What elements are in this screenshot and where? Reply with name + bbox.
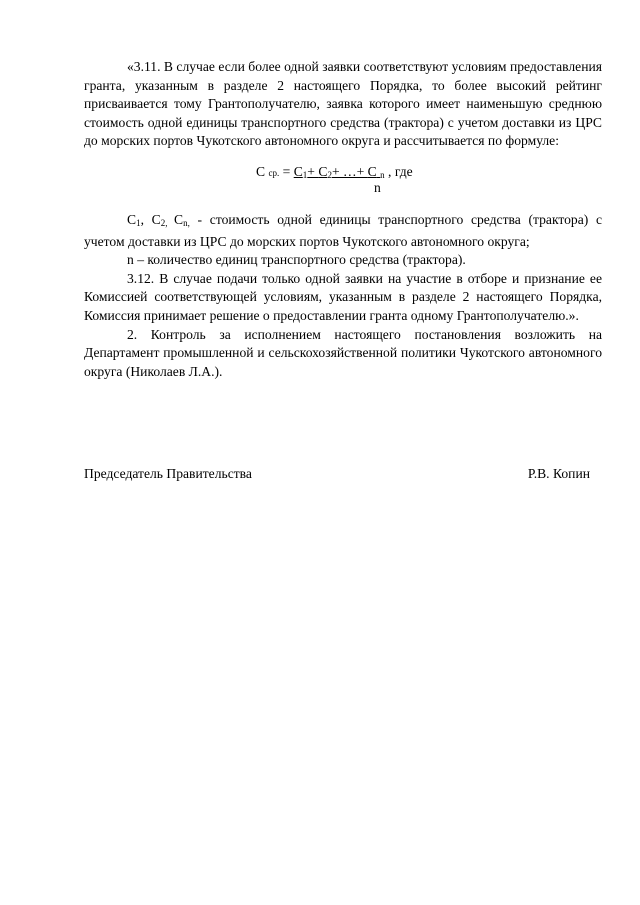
formula-equals: =	[279, 163, 294, 179]
document-body	[84, 58, 602, 381]
n-explanation-text: количество единиц транспортного средства (трактора).	[147, 252, 466, 268]
n-symbol: n	[127, 252, 134, 268]
paragraph-c-explanation: $С_1$, $С_{2,}$ $С_{n,}$ - стоимость одной единицы транспортного средства (трактора) с учетом доставки из ЦРС до морских портов Чукотского автономного округа;	[84, 211, 603, 249]
c-explanation-text: стоимость одной единицы транспортного средства (трактора) с учетом доставки из ЦРС до морских портов Чукотского автономного округа;	[84, 211, 603, 249]
c-symbols: $С_1$, $С_{2,}$ $С_{n,}$	[127, 211, 190, 228]
paragraph-n-explanation: n – количество единиц транспортного средства (трактора).	[127, 252, 466, 268]
average-cost-formula	[84, 163, 602, 203]
paragraph-3-11: «3.11. В случае если более одной заявки соответствуют условиям предоставления гранта, указанным в разделе 2 настоящего Порядка, то более высокий рейтинг присваивается тому Грантополучателю, заявка которого имеет наименьшую среднюю стоимость одной единицы транспортного средства (трактора) с учетом доставки из ЦРС до морских портов Чукотского автономного округа и рассчитывается по формуле:	[84, 59, 602, 149]
formula-numerator-line	[256, 163, 413, 184]
formula-numerator: $С_1+ С_2+$ …+ С $_n$	[293, 163, 385, 180]
formula-c-sub: ср.	[268, 167, 280, 178]
signature-block	[84, 465, 590, 483]
paragraph-2: 2. Контроль за исполнением настоящего постановления возложить на Департамент промышленной и сельскохозяйственной политики Чукотского автономного округа (Николаев Л.А.).	[84, 326, 602, 379]
formula-c: С	[256, 163, 266, 179]
signatory-name: Р.В. Копин	[527, 466, 590, 481]
formula-denominator: n	[374, 179, 381, 195]
formula-tail: , где	[384, 163, 413, 179]
signatory-position: Председатель Правительства	[84, 466, 252, 481]
paragraph-3-12: 3.12. В случае подачи только одной заявки на участие в отборе и признание ее Комиссией соответствующей условиям, указанным в разделе 2 настоящего Порядка, Комиссия принимает решение о предоставлении гранта одному Грантополучателю.».	[84, 270, 602, 323]
